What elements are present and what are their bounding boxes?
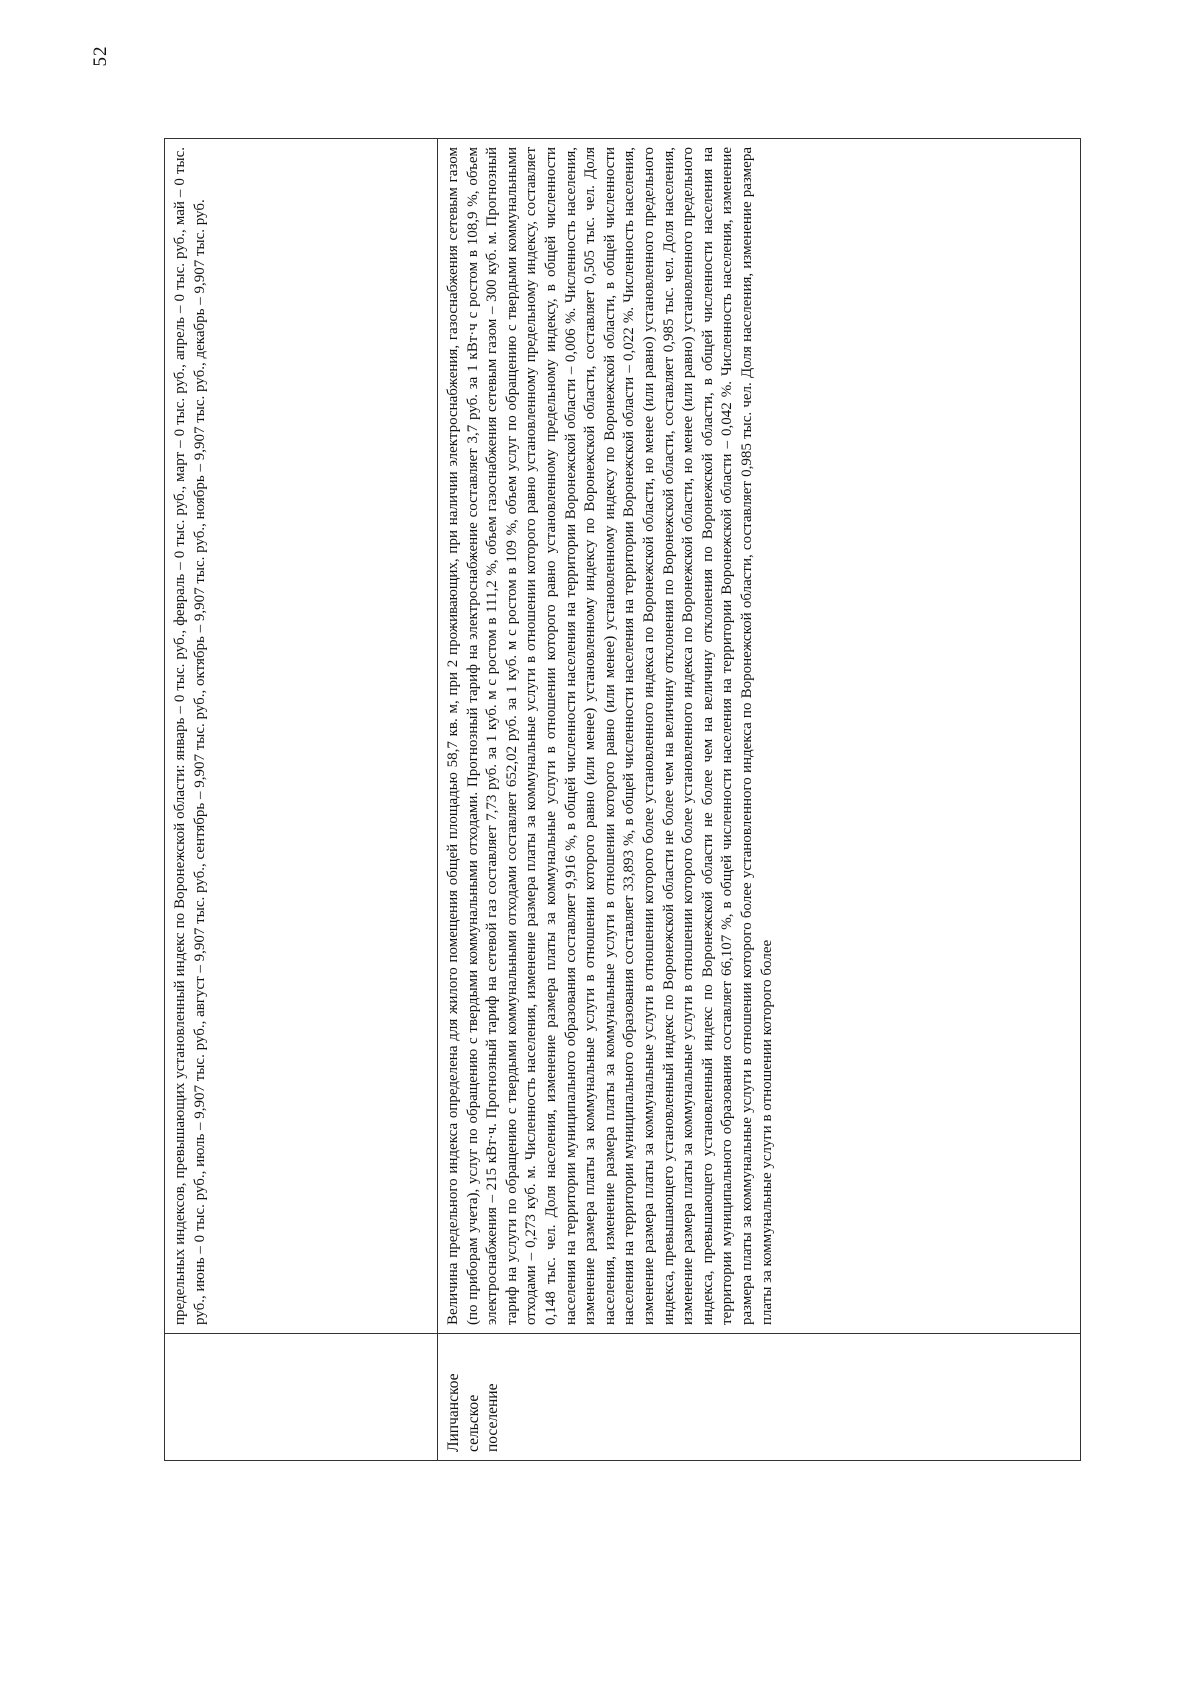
municipality-cell (165, 1334, 438, 1461)
rotated-page (0, 6, 1200, 1646)
description-text: предельных индексов, превышающих установленный индекс по Воронежской области: январь – 0 тыс. руб., февраль – 0 тыс. руб., март – 0 тыс. руб., апрель – 0 тыс. руб., май – 0 тыс. руб., июнь – 0 тыс. руб., июль – 9,907 тыс. руб., август – 9,907 тыс. руб., сентябрь – 9,907 тыс. руб., октябрь – 9,907 тыс. руб., ноябрь – 9,907 тыс. руб., декабрь – 9,907 тыс. руб. (172, 147, 208, 1325)
description-cell (165, 139, 438, 1334)
description-cell: Величина предельного индекса определена для жилого помещения общей площадью 58,7 кв. м, при 2 проживающих, при наличии электроснабжения, газоснабжения сетевым газом (по приборам учета), услуг по обращению с твердыми коммунальными отходами. Прогнозный тариф на электроснабжение составляет 3,7 руб. за 1 кВт·ч с ростом в 108,9 %, объем электроснабжения – 215 кВт·ч. Прогнозный тариф на сетевой газ составляет 7,73 руб. за 1 куб. м с ростом в 111,2 %, объем газоснабжения сетевым газом – 300 куб. м. Прогнозный тариф на услуги по обращению с твердыми коммунальными отходами составляет 652,02 руб. за 1 куб. м с ростом в 109 %, объем услуг по обращению с твердыми коммунальными отходами – 0,273 куб. м. Численность населения, изменение размера платы за коммунальные услуги в отношении которого равно установленному предельному индексу, составляет 0,148 тыс. чел. Доля населения, изменение размера платы за коммунальные услуги в отношении которого равно установленному предельному индексу, в общей численности населения на территории муниципального образования составляет 9,916 %, в общей численности населения на территории Воронежской области – 0,006 %. Численность населения, изменение размера платы за коммунальные услуги в отношении которого равно (или менее) установленному индексу по Воронежской области, составляет 0,505 тыс. чел. Доля населения, изменение размера платы за коммунальные услуги в отношении которого равно (или менее) установленному индексу по Воронежской области, в общей численности населения на территории муниципального образования составляет 33,893 %, в общей численности населения на территории Воронежской области – 0,022 %. Численность населения, изменение размера платы за коммунальные услуги в отношении которого более установленного индекса по Воронежской области, но менее (или равно) установленного предельного индекса, превышающего установленный индекс по Воронежской области не более чем на величину отклонения по Воронежской области, составляет 0,985 тыс. чел. Доля населения, изменение размера платы за коммунальные услуги в отношении которого более установленного индекса по Воронежской области, но менее (или равно) установленного предельного индекса, превышающего установленный индекс по Воронежской области не более чем на величину отклонения по Воронежской области, в общей численности населения на территории муниципального образования составляет 66,107 %, в общей численности населения на территории Воронежской области – 0,042 %. Численность населения, изменение размера платы за коммунальные услуги в отношении которого более установленного индекса по Воронежской области, составляет 0,985 тыс. чел. Доля населения, изменение размера платы за коммунальные услуги в отношении которого более (438, 139, 1081, 1334)
municipality-cell: Липчанское сельское поселение (438, 1334, 1081, 1461)
table-row (165, 139, 438, 1461)
data-table (164, 138, 1081, 1461)
page-number: 52 (90, 45, 111, 67)
table-row (438, 139, 1081, 1461)
